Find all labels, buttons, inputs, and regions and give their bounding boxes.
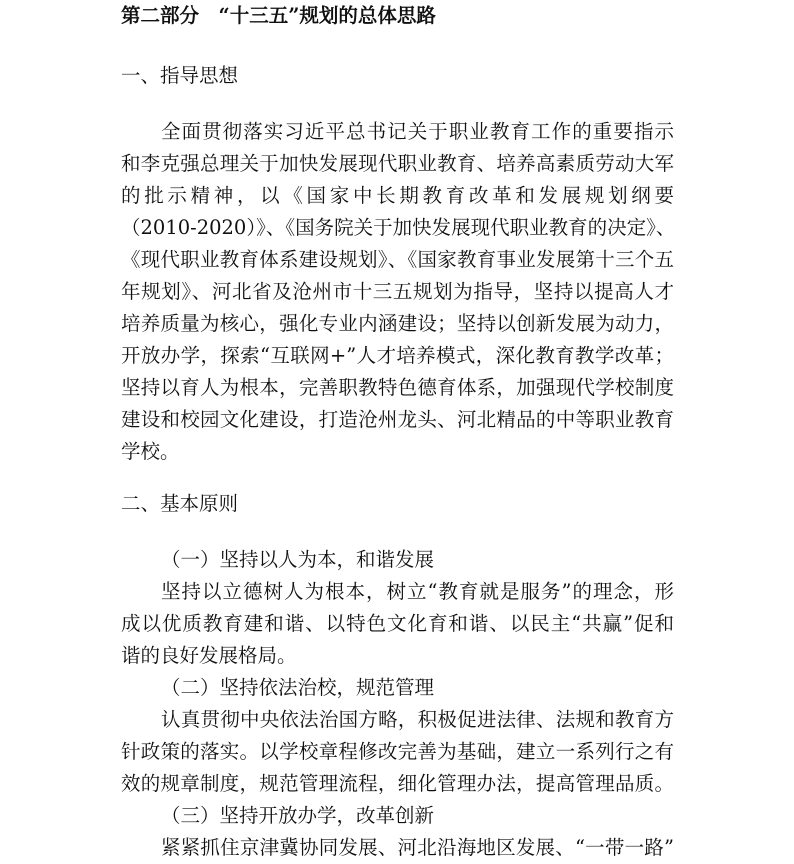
- paragraph-line: 坚持以立德树人为根本，树立“教育就是服务”的理念，形: [161, 580, 674, 603]
- paragraph-line: 开放办学，探索“互联网+”人才培养模式，深化教育教学改革；: [121, 344, 674, 367]
- paragraph-line: 年规划》、河北省及沧州市十三五规划为指导，坚持以提高人才: [121, 280, 674, 303]
- paragraph-line: 的批示精神，以《国家中长期教育改革和发展规划纲要: [121, 184, 674, 207]
- principle-title: （二）坚持依法治校，规范管理: [161, 676, 435, 699]
- paragraph-line: 学校。: [121, 440, 180, 463]
- paragraph-line: 全面贯彻落实习近平总书记关于职业教育工作的重要指示: [161, 120, 674, 143]
- part-title: 第二部分 “十三五”规划的总体思路: [121, 4, 436, 27]
- section-heading: 一、指导思想: [121, 64, 239, 87]
- paragraph-line: 坚持以育人为根本，完善职教特色德育体系，加强现代学校制度: [121, 376, 674, 399]
- paragraph-line: 培养质量为核心，强化专业内涵建设；坚持以创新发展为动力，: [121, 312, 674, 335]
- paragraph-line: 谐的良好发展格局。: [121, 644, 297, 667]
- paragraph-line: 建设和校园文化建设，打造沧州龙头、河北精品的中等职业教育: [121, 408, 674, 431]
- paragraph-line: （2010-2020）》、《国务院关于加快发展现代职业教育的决定》、: [121, 216, 676, 239]
- principle-title: （三）坚持开放办学，改革创新: [161, 804, 435, 827]
- principle-title: （一）坚持以人为本，和谐发展: [161, 548, 435, 571]
- section-heading: 二、基本原则: [121, 492, 239, 515]
- paragraph-line: 成以优质教育建和谐、以特色文化育和谐、以民主“共赢”促和: [121, 612, 674, 635]
- paragraph-line: 效的规章制度，规范管理流程，细化管理办法，提高管理品质。: [121, 772, 674, 795]
- paragraph-line: 紧紧抓住京津冀协同发展、河北沿海地区发展、“一带一路”: [161, 836, 674, 859]
- paragraph-line: 和李克强总理关于加快发展现代职业教育、培养高素质劳动大军: [121, 152, 674, 175]
- paragraph-line: 《现代职业教育体系建设规划》、《国家教育事业发展第十三个五: [121, 248, 674, 271]
- paragraph-line: 认真贯彻中央依法治国方略，积极促进法律、法规和教育方: [161, 708, 674, 731]
- paragraph-line: 针政策的落实。以学校章程修改完善为基础，建立一系列行之有: [121, 740, 674, 763]
